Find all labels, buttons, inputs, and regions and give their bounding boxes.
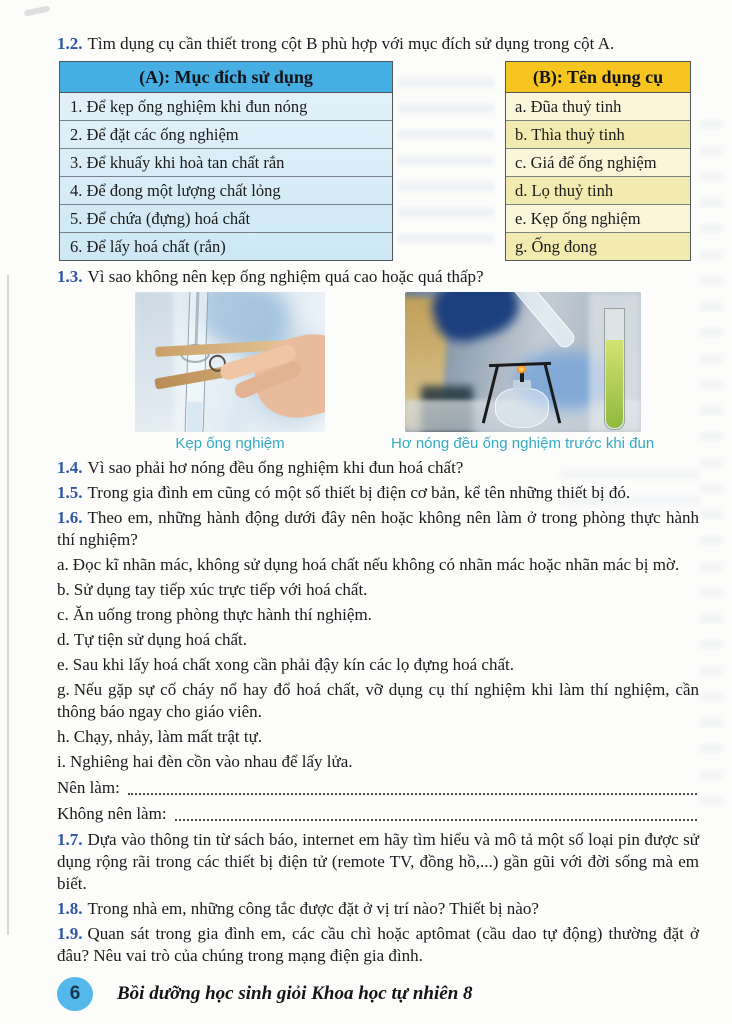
figure-clamp-test-tube	[135, 292, 325, 452]
photo-test-tube-clamp	[135, 292, 325, 432]
list-item-h: h. Chạy, nhảy, làm mất trật tự.	[57, 727, 263, 746]
table-row: c. Giá để ống nghiệm	[506, 148, 690, 176]
question-number: 1.5.	[57, 483, 83, 502]
question-number: 1.2.	[57, 34, 83, 53]
green-test-tube-shape	[604, 308, 625, 430]
question-text: Tìm dụng cụ cần thiết trong cột B phù hợp với mục đích sử dụng trong cột A.	[87, 34, 615, 53]
page-number-badge: 6	[57, 977, 93, 1011]
question-1-5	[57, 482, 699, 504]
liquid-shape	[186, 402, 202, 432]
list-item-e: e. Sau khi lấy hoá chất xong cần phải đậy kín các lọ đựng hoá chất.	[57, 655, 514, 674]
figure-heating-test-tube	[391, 292, 654, 452]
list-item-a: a. Đọc kĩ nhãn mác, không sử dụng hoá chất nếu không có nhãn mác hoặc nhãn mác bị mờ.	[57, 555, 680, 574]
matching-tables	[57, 61, 699, 261]
table-row: b. Thìa thuỷ tinh	[506, 120, 690, 148]
question-1-4	[57, 457, 699, 479]
list-item-b: b. Sử dụng tay tiếp xúc trực tiếp với hoá chất.	[57, 580, 368, 599]
question-1-9	[57, 923, 699, 967]
table-row: 4. Để đong một lượng chất lỏng	[60, 176, 392, 204]
answer-line-label: Không nên làm:	[57, 804, 167, 823]
page-footer	[57, 977, 699, 1011]
question-text: Trong gia đình em cũng có một số thiết bị điện cơ bản, kể tên những thiết bị đó.	[87, 483, 631, 502]
list-item-d: d. Tự tiện sử dụng hoá chất.	[57, 630, 248, 649]
question-number: 1.9.	[57, 924, 83, 943]
table-a-rows	[60, 93, 392, 260]
question-text: Vì sao phải hơ nóng đều ống nghiệm khi đun hoá chất?	[87, 458, 464, 477]
table-row: 3. Để khuấy khi hoà tan chất rắn	[60, 148, 392, 176]
question-text: Vì sao không nên kẹp ống nghiệm quá cao hoặc quá thấp?	[87, 267, 484, 286]
question-text: Dựa vào thông tin từ sách báo, internet em hãy tìm hiểu và mô tả một số loại pin được sử dụng rộng rãi trong các thiết bị điện tử (remote TV, đồng hồ,...) gần gũi với đời sống mà em biết.	[57, 830, 699, 893]
book-title: Bồi dưỡng học sinh giỏi Khoa học tự nhiên 8	[117, 983, 473, 1004]
question-1-3	[57, 266, 699, 288]
answer-line-should-do	[57, 777, 699, 799]
list-item-c: c. Ăn uống trong phòng thực hành thí nghiệm.	[57, 605, 372, 624]
dotted-answer-line	[175, 803, 697, 821]
table-row: e. Kẹp ống nghiệm	[506, 204, 690, 232]
question-1-6	[57, 507, 699, 551]
table-b-header: (B): Tên dụng cụ	[506, 62, 690, 93]
question-number: 1.6.	[57, 508, 83, 527]
table-row: 5. Để chứa (đựng) hoá chất	[60, 204, 392, 232]
table-b-rows	[506, 93, 690, 260]
question-number: 1.8.	[57, 899, 83, 918]
list-item-i: i. Nghiêng hai đèn cồn vào nhau để lấy lửa.	[57, 752, 353, 771]
question-text: Trong nhà em, những công tắc được đặt ở vị trí nào? Thiết bị nào?	[87, 899, 539, 918]
green-liquid-shape	[606, 340, 623, 428]
table-b-tools	[505, 61, 691, 261]
table-row: 6. Để lấy hoá chất (rắn)	[60, 232, 392, 260]
table-row: 2. Để đặt các ống nghiệm	[60, 120, 392, 148]
alcohol-lamp-shape	[495, 388, 549, 428]
question-text: Theo em, những hành động dưới đây nên hoặc không nên làm ở trong phòng thực hành thí nghiệm?	[57, 508, 699, 549]
figure-caption: Hơ nóng đều ống nghiệm trước khi đun	[391, 435, 655, 452]
tilted-test-tube-shape	[511, 292, 577, 351]
answer-line-should-not-do	[57, 803, 699, 825]
table-row: g. Ống đong	[506, 232, 690, 260]
question-number: 1.4.	[57, 458, 83, 477]
table-a-header: (A): Mục đích sử dụng	[60, 62, 392, 93]
photo-alcohol-burner	[405, 292, 641, 432]
table-row: d. Lọ thuỷ tinh	[506, 176, 690, 204]
question-1-7	[57, 829, 699, 895]
table-row: a. Đũa thuỷ tinh	[506, 93, 690, 120]
list-item-g: g. Nếu gặp sự cố cháy nổ hay đổ hoá chất, vỡ dụng cụ thí nghiệm khi làm thí nghiệm, cần thông báo ngay cho giáo viên.	[57, 680, 699, 721]
figure-caption: Kẹp ống nghiệm	[175, 435, 285, 452]
table-row: 1. Để kẹp ống nghiệm khi đun nóng	[70, 96, 308, 116]
question-1-8	[57, 898, 699, 920]
question-1-2	[57, 33, 699, 55]
question-number: 1.3.	[57, 267, 83, 286]
dotted-answer-line	[128, 777, 697, 795]
question-number: 1.7.	[57, 830, 83, 849]
table-a-purposes	[59, 61, 393, 261]
figure-row	[135, 292, 699, 452]
answer-line-label: Nên làm:	[57, 778, 120, 797]
question-text: Quan sát trong gia đình em, các cầu chì hoặc aptômat (cầu dao tự động) thường đặt ở đâu? Nêu vai trò của chúng trong mạng điện gia đình.	[57, 924, 699, 965]
